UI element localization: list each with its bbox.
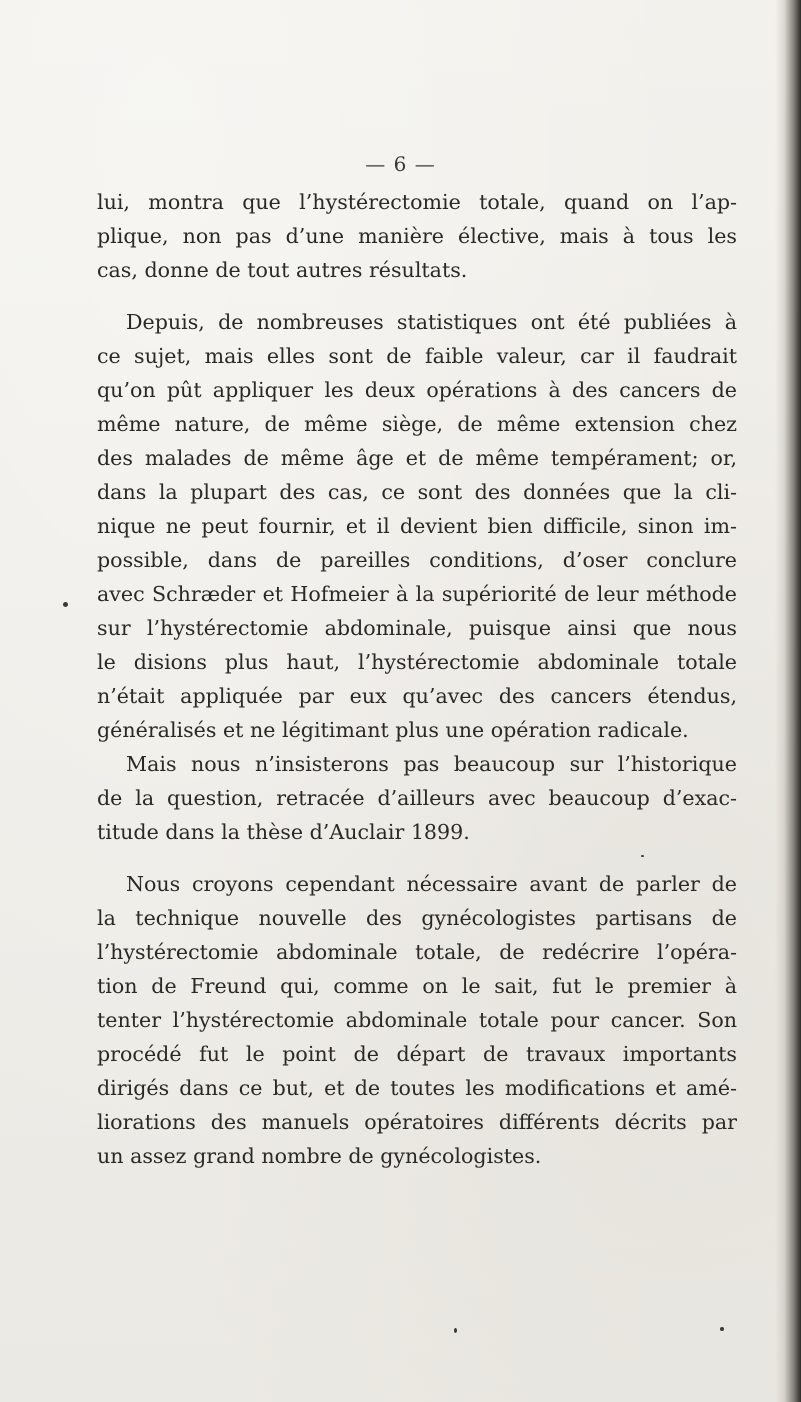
text-line: nique ne peut fournir, et il devient bien difficile, sinon im-: [97, 514, 737, 538]
text-line: cas, donne de tout autres résultats.: [97, 258, 468, 282]
text-line: qu’on pût appliquer les deux opérations à des cancers de: [97, 378, 737, 402]
text-line: titude dans la thèse d’Auclair 1899.: [97, 820, 470, 844]
text-line: liorations des manuels opératoires différents décrits par: [97, 1110, 737, 1134]
text-line: ce sujet, mais elles sont de faible valeur, car il faudrait: [97, 344, 737, 368]
text-line: des malades de même âge et de même tempérament; or,: [97, 446, 737, 470]
paragraph-gap: [97, 287, 737, 305]
text-line: n’était appliquée par eux qu’avec des cancers étendus,: [97, 684, 737, 708]
text-line: un assez grand nombre de gynécologistes.: [97, 1144, 542, 1168]
text-line: dirigés dans ce but, et de toutes les modifications et amé-: [97, 1076, 737, 1100]
text-line: l’hystérectomie abdominale totale, de redécrire l’opéra-: [97, 940, 737, 964]
text-line: lui, montra que l’hystérectomie totale, quand on l’ap-: [97, 190, 737, 214]
text-line: le disions plus haut, l’hystérectomie abdominale totale: [97, 650, 737, 674]
ink-speck: [63, 602, 68, 607]
paragraph-1: [97, 185, 737, 287]
text-line: tenter l’hystérectomie abdominale totale pour cancer. Son: [97, 1008, 737, 1032]
text-line: sur l’hystérectomie abdominale, puisque ainsi que nous: [97, 616, 737, 640]
text-line: Depuis, de nombreuses statistiques ont été publiées à: [126, 310, 737, 334]
paragraph-3: [97, 867, 737, 1173]
ink-speck: [641, 855, 644, 857]
body-text: [97, 185, 737, 1173]
text-line: de la question, retracée d’ailleurs avec beaucoup d’exac-: [97, 786, 737, 810]
text-line: plique, non pas d’une manière élective, mais à tous les: [97, 224, 737, 248]
text-line: la technique nouvelle des gynécologistes partisans de: [97, 906, 737, 930]
page-edge-shadow: [775, 0, 801, 1402]
ink-speck: [720, 1327, 724, 1331]
page-number: — 6 —: [365, 152, 436, 176]
paragraph-2: [97, 305, 737, 849]
text-line: tion de Freund qui, comme on le sait, fut le premier à: [97, 974, 737, 998]
text-line: Mais nous n’insisterons pas beaucoup sur l’historique: [126, 752, 737, 776]
ink-speck: [454, 1328, 457, 1333]
text-line: même nature, de même siège, de même extension chez: [97, 412, 737, 436]
text-line: possible, dans de pareilles conditions, d’oser conclure: [97, 548, 737, 572]
paragraph-gap: [97, 849, 737, 867]
text-line: dans la plupart des cas, ce sont des données que la cli-: [97, 480, 737, 504]
text-line: généralisés et ne légitimant plus une opération radicale.: [97, 718, 689, 742]
text-line: Nous croyons cependant nécessaire avant de parler de: [126, 872, 737, 896]
text-line: avec Schræder et Hofmeier à la supériorité de leur méthode: [97, 582, 737, 606]
text-line: procédé fut le point de départ de travaux importants: [97, 1042, 737, 1066]
